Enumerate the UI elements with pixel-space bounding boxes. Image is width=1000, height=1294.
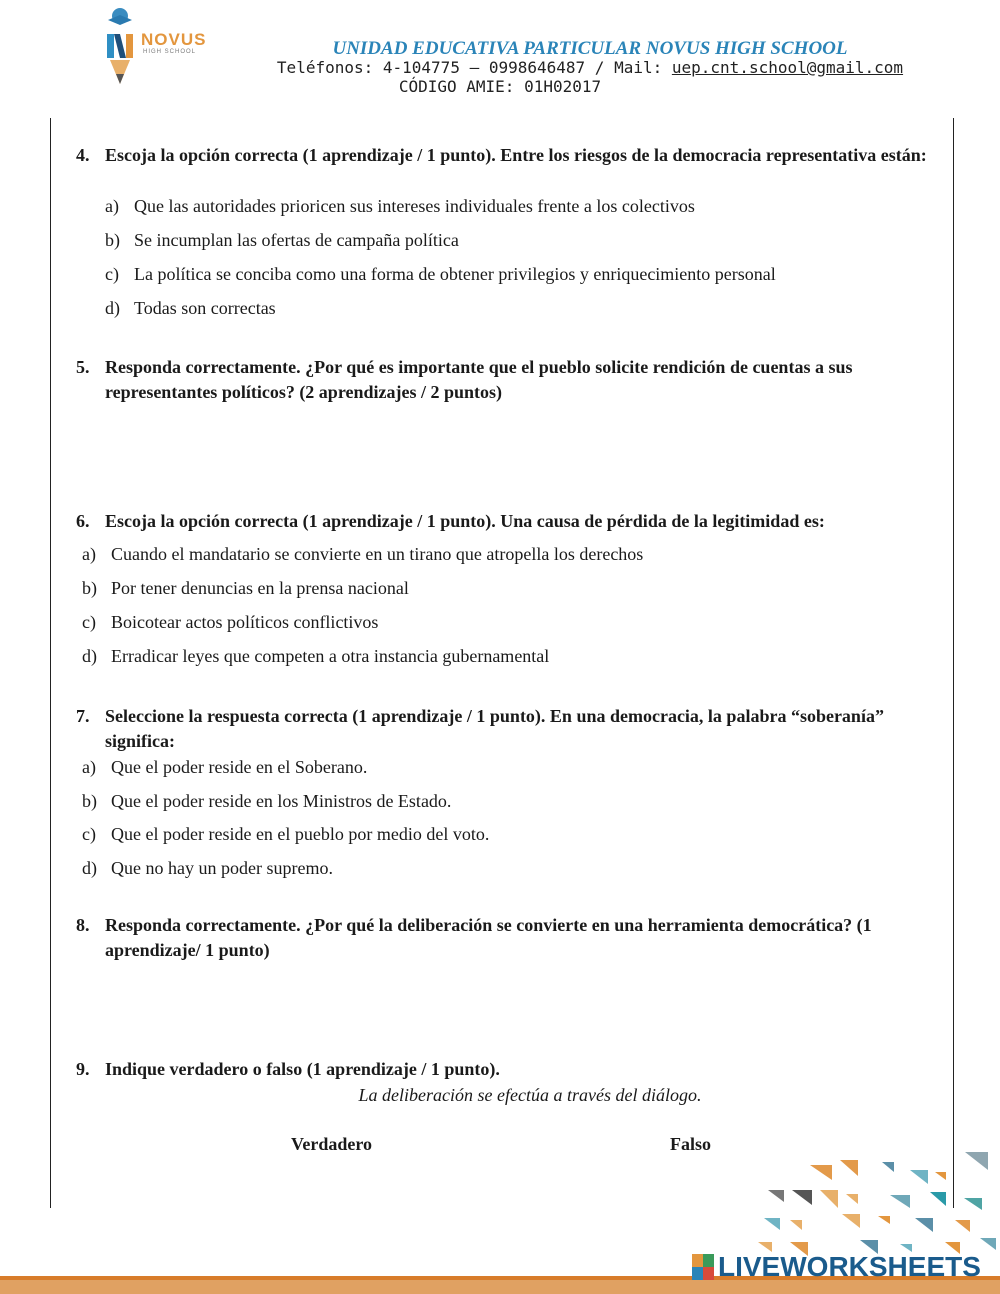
question-text: Escoja la opción correcta (1 aprendizaje / 1 punto). Entre los riesgos de la democracia representativa están: [105,145,927,165]
option-a[interactable]: Que las autoridades prioricen sus intereses individuales frente a los colectivos [134,196,695,216]
question-number: 8. [76,915,90,935]
option-letter: d) [82,858,97,878]
question-number: 5. [76,357,90,377]
false-option[interactable]: Falso [670,1134,712,1154]
option-letter: c) [105,264,119,284]
option-letter: a) [82,757,96,777]
option-letter: c) [82,612,96,632]
option-d[interactable]: Erradicar leyes que competen a otra instancia gubernamental [111,646,550,666]
contact-line [240,58,940,77]
question-text: Escoja la opción correcta (1 aprendizaje / 1 punto). Una causa de pérdida de la legitimidad es: [105,511,825,531]
question-number: 9. [76,1059,90,1079]
option-letter: d) [82,646,97,666]
true-false-statement: La deliberación se efectúa a través del diálogo. [358,1085,702,1105]
amie-code: CÓDIGO AMIE: 01H02017 [398,77,602,96]
option-c[interactable]: Que el poder reside en el pueblo por medio del voto. [111,824,490,844]
option-c[interactable]: Boicotear actos políticos conflictivos [111,612,379,632]
option-b[interactable]: Por tener denuncias en la prensa nacional [111,578,409,598]
liveworksheets-logo[interactable] [692,1250,981,1284]
option-letter: c) [82,824,96,844]
option-b[interactable]: Se incumplan las ofertas de campaña política [134,230,459,250]
question-number: 7. [76,706,90,726]
option-letter: b) [82,578,97,598]
question-text: Seleccione la respuesta correcta (1 aprendizaje / 1 punto). En una democracia, la palabra “soberanía” significa: [105,706,884,751]
question-number: 4. [76,145,90,165]
logo-wordmark: NOVUS [141,30,207,49]
question-number: 6. [76,511,90,531]
option-letter: a) [105,196,119,216]
email-link[interactable]: uep.cnt.school@gmail.com [671,58,904,77]
question-text: Indique verdadero o falso (1 aprendizaje / 1 punto). [105,1059,500,1079]
question-text: Responda correctamente. ¿Por qué es importante que el pueblo solicite rendición de cuentas a sus representantes políticos? (2 aprendizajes / 2 puntos) [105,357,853,402]
option-c[interactable]: La política se conciba como una forma de obtener privilegios y enriquecimiento personal [134,264,776,284]
page-border-left [50,118,51,1208]
option-a[interactable]: Cuando el mandatario se convierte en un tirano que atropella los derechos [111,544,644,564]
logo-subtitle: HIGH SCHOOL [143,49,197,55]
option-letter: b) [82,791,97,811]
question-text: Responda correctamente. ¿Por qué la deliberación se convierte en una herramienta democrática? (1 aprendizaje/ 1 punto) [105,915,872,960]
liveworksheets-wordmark: LIVEWORKSHEETS [718,1251,981,1282]
option-letter: b) [105,230,120,250]
phones-text: Teléfonos: 4-104775 – 0998646487 / Mail: [276,58,672,77]
option-b[interactable]: Que el poder reside en los Ministros de Estado. [111,791,452,811]
option-letter: d) [105,298,120,318]
option-d[interactable]: Que no hay un poder supremo. [111,858,333,878]
option-d[interactable]: Todas son correctas [134,298,276,318]
option-a[interactable]: Que el poder reside en el Soberano. [111,757,368,777]
liveworksheets-icon [692,1254,714,1280]
option-letter: a) [82,544,96,564]
school-name: UNIDAD EDUCATIVA PARTICULAR NOVUS HIGH SCHOOL [332,38,848,59]
page-border-right [953,118,954,1208]
true-option[interactable]: Verdadero [291,1134,372,1154]
